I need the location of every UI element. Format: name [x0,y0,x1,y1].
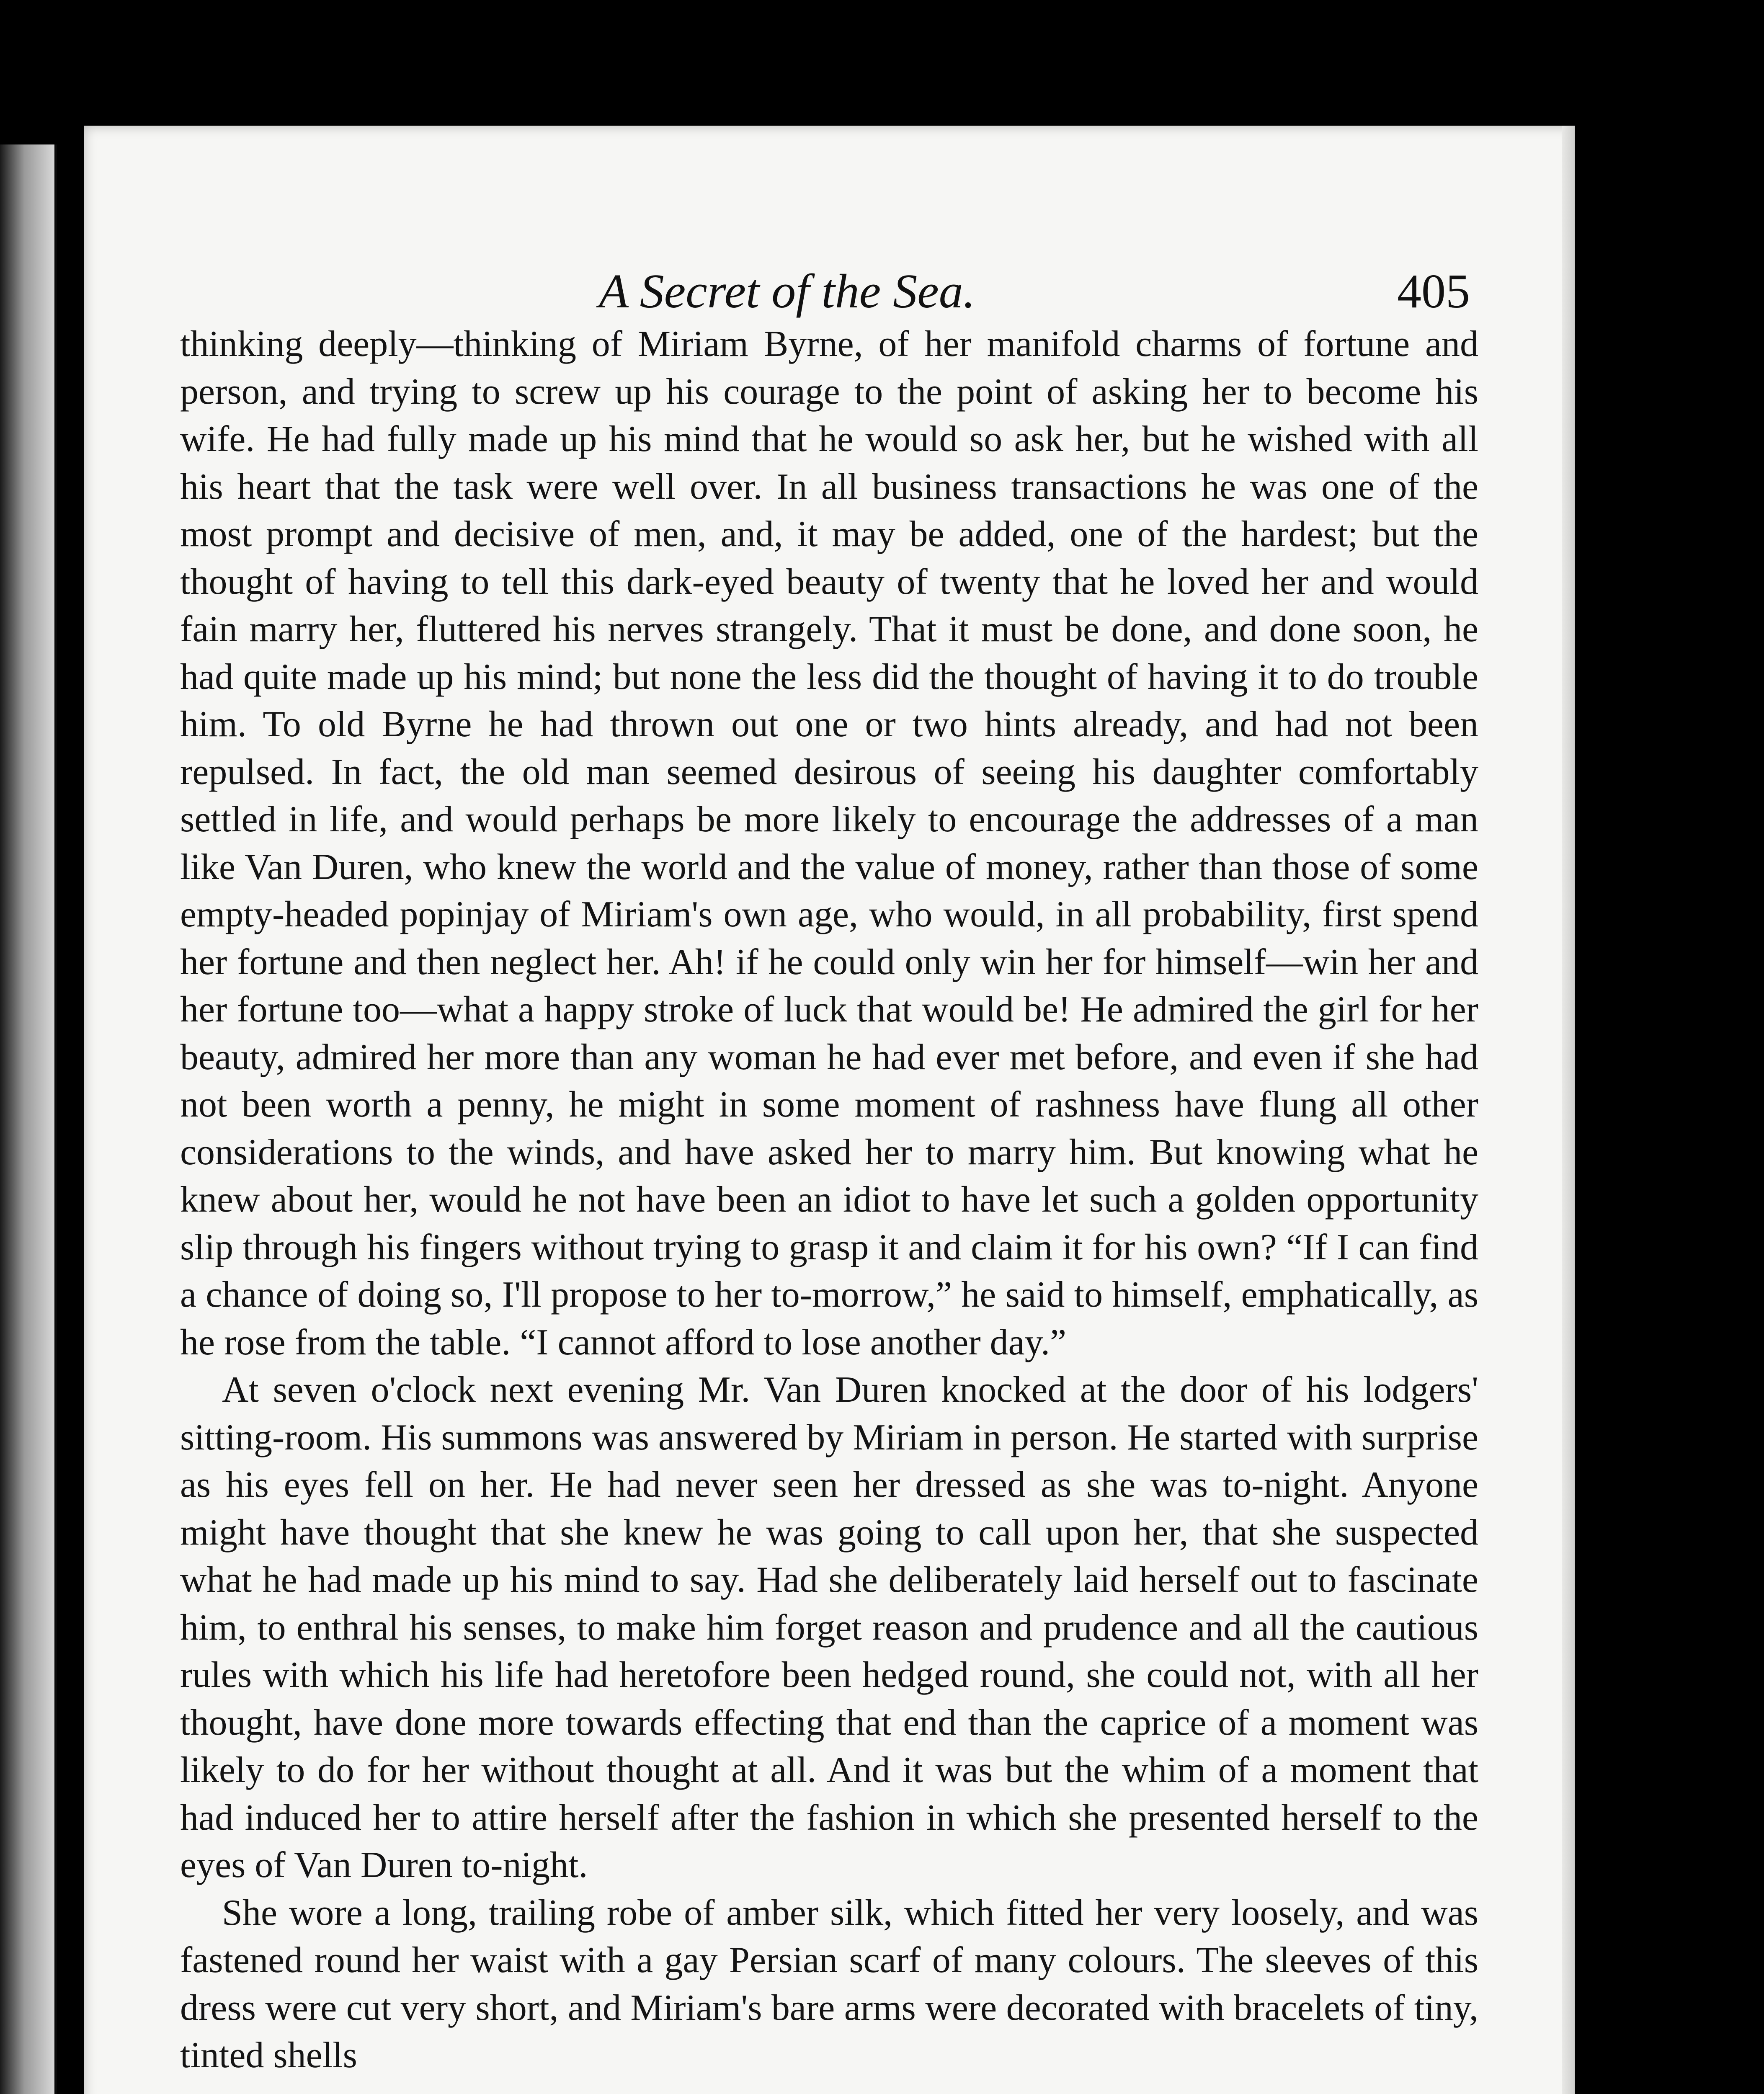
running-title: A Secret of the Sea. [599,265,975,318]
paragraph: She wore a long, trailing robe of amber silk, which fitted her very loosely, and was fastened round her waist with a gay Persian scarf of many colours. The sleeves of this dress were cut very short, and Miriam's bare arms were decorated with bracelets of tiny, tinted shells [180,1892,1478,2076]
page-edge-shadow [1562,126,1575,2094]
previous-page-edge [0,144,57,2094]
body-text [180,320,1478,2079]
book-page [84,126,1575,2094]
page-number: 405 [1397,265,1470,318]
paragraph: At seven o'clock next evening Mr. Van Duren knocked at the door of his lodgers' sitting-room. His summons was answered by Miriam in person. He started with surprise as his eyes fell on her. He had never seen her dressed as she was to-night. Anyone might have thought that she knew he was going to call upon her, that she suspected what he had made up his mind to say. Had she deliberately laid herself out to fascinate him, to enthral his senses, to make him forget reason and prudence and all the cautious rules with which his life had heretofore been hedged round, she could not, with all her thought, have done more towards effecting that end than the caprice of a moment was likely to do for her without thought at all. And it was but the whim of a moment that had induced her to attire herself after the fashion in which she presented herself to the eyes of Van Duren to-night. [180,1369,1478,1885]
paragraph-continued: thinking deeply—thinking of Miriam Byrne, of her manifold charms of fortune and person, and trying to screw up his courage to the point of asking her to become his wife. He had fully made up his mind that he would so ask her, but he wished with all his heart that the task were well over. In all business transactions he was one of the most prompt and decisive of men, and, it may be added, one of the hardest; but the thought of having to tell this dark-eyed beauty of twenty that he loved her and would fain marry her, fluttered his nerves strangely. That it must be done, and done soon, he had quite made up his mind; but none the less did the thought of having it to do trouble him. To old Byrne he had thrown out one or two hints already, and had not been repulsed. In fact, the old man seemed desirous of seeing his daughter comfortably settled in life, and would perhaps be more likely to encourage the addresses of a man like Van Duren, who knew the world and the value of money, rather than those of some empty-headed popinjay of Miriam's own age, who would, in all probability, first spend her fortune and then neglect her. Ah! if he could only win her for himself—win her and her fortune too—what a happy stroke of luck that would be! He admired the girl for her beauty, admired her more than any woman he had ever met before, and even if she had not been worth a penny, he might in some moment of rashness have flung all other considerations to the winds, and have asked her to marry him. But knowing what he knew about her, would he not have been an idiot to have let such a golden opportunity slip through his fingers without trying to grasp it and claim it for his own? “If I can find a chance of doing so, I'll propose to her to-morrow,” he said to himself, emphatically, as he rose from the table. “I cannot afford to lose another day.” [180,324,1478,1363]
